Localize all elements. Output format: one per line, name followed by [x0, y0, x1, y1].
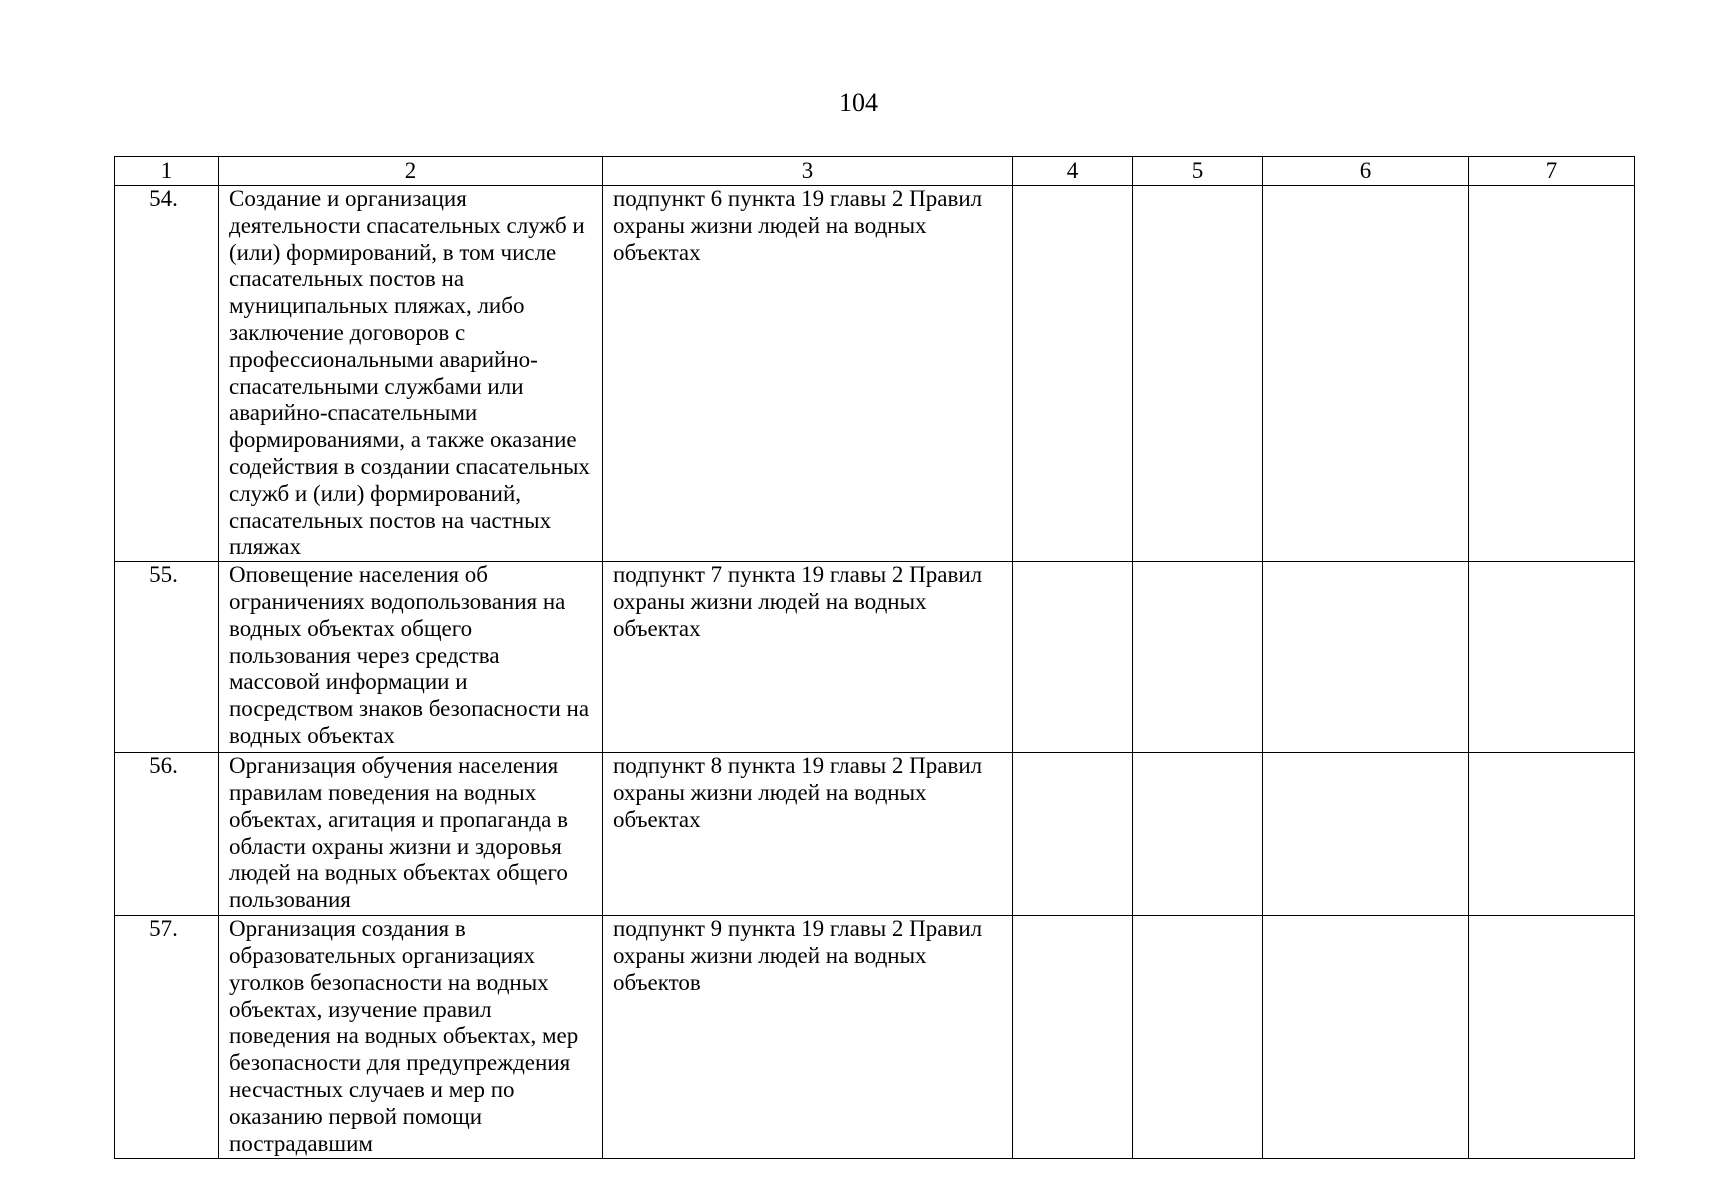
column-header-2: 2 — [219, 157, 603, 186]
page-number: 104 — [839, 88, 878, 117]
requirements-table — [114, 156, 1635, 1159]
row-cell-7 — [1469, 562, 1635, 753]
row-cell-6 — [1263, 186, 1469, 562]
row-number: 57. — [115, 916, 219, 1159]
column-header-7: 7 — [1469, 157, 1635, 186]
row-reference: подпункт 8 пункта 19 главы 2 Правил охраны жизни людей на водных объектах — [603, 753, 1013, 916]
table-row — [115, 562, 1635, 753]
row-cell-4 — [1013, 753, 1133, 916]
column-header-4: 4 — [1013, 157, 1133, 186]
column-header-5: 5 — [1133, 157, 1263, 186]
row-description: Организация создания в образовательных организациях уголков безопасности на водных объектах, изучение правил поведения на водных объектах, мер безопасности для предупреждения несчастных случаев и мер по оказанию первой помощи пострадавшим — [219, 916, 603, 1159]
row-cell-7 — [1469, 753, 1635, 916]
row-description: Создание и организация деятельности спасательных служб и (или) формирований, в том числе спасательных постов на муниципальных пляжах, либо заключение договоров с профессиональными аварийно-спасательными службами или аварийно-спасательными формированиями, а также оказание содействия в создании спасательных служб и (или) формирований, спасательных постов на частных пляжах — [219, 186, 603, 562]
row-number: 55. — [115, 562, 219, 753]
table-header-row — [115, 157, 1635, 186]
row-number: 56. — [115, 753, 219, 916]
row-reference: подпункт 6 пункта 19 главы 2 Правил охраны жизни людей на водных объектах — [603, 186, 1013, 562]
row-cell-5 — [1133, 916, 1263, 1159]
row-cell-6 — [1263, 562, 1469, 753]
row-cell-6 — [1263, 916, 1469, 1159]
row-cell-4 — [1013, 916, 1133, 1159]
row-cell-4 — [1013, 186, 1133, 562]
row-cell-7 — [1469, 916, 1635, 1159]
column-header-1: 1 — [115, 157, 219, 186]
table-row — [115, 753, 1635, 916]
row-reference: подпункт 9 пункта 19 главы 2 Правил охраны жизни людей на водных объектов — [603, 916, 1013, 1159]
table-row — [115, 186, 1635, 562]
table-row — [115, 916, 1635, 1159]
row-cell-4 — [1013, 562, 1133, 753]
row-cell-5 — [1133, 753, 1263, 916]
row-number: 54. — [115, 186, 219, 562]
row-cell-5 — [1133, 562, 1263, 753]
row-description: Оповещение населения об ограничениях водопользования на водных объектах общего пользования через средства массовой информации и посредством знаков безопасности на водных объектах — [219, 562, 603, 753]
row-cell-6 — [1263, 753, 1469, 916]
row-description: Организация обучения населения правилам поведения на водных объектах, агитация и пропаганда в области охраны жизни и здоровья людей на водных объектах общего пользования — [219, 753, 603, 916]
column-header-6: 6 — [1263, 157, 1469, 186]
row-cell-7 — [1469, 186, 1635, 562]
column-header-3: 3 — [603, 157, 1013, 186]
row-reference: подпункт 7 пункта 19 главы 2 Правил охраны жизни людей на водных объектах — [603, 562, 1013, 753]
row-cell-5 — [1133, 186, 1263, 562]
